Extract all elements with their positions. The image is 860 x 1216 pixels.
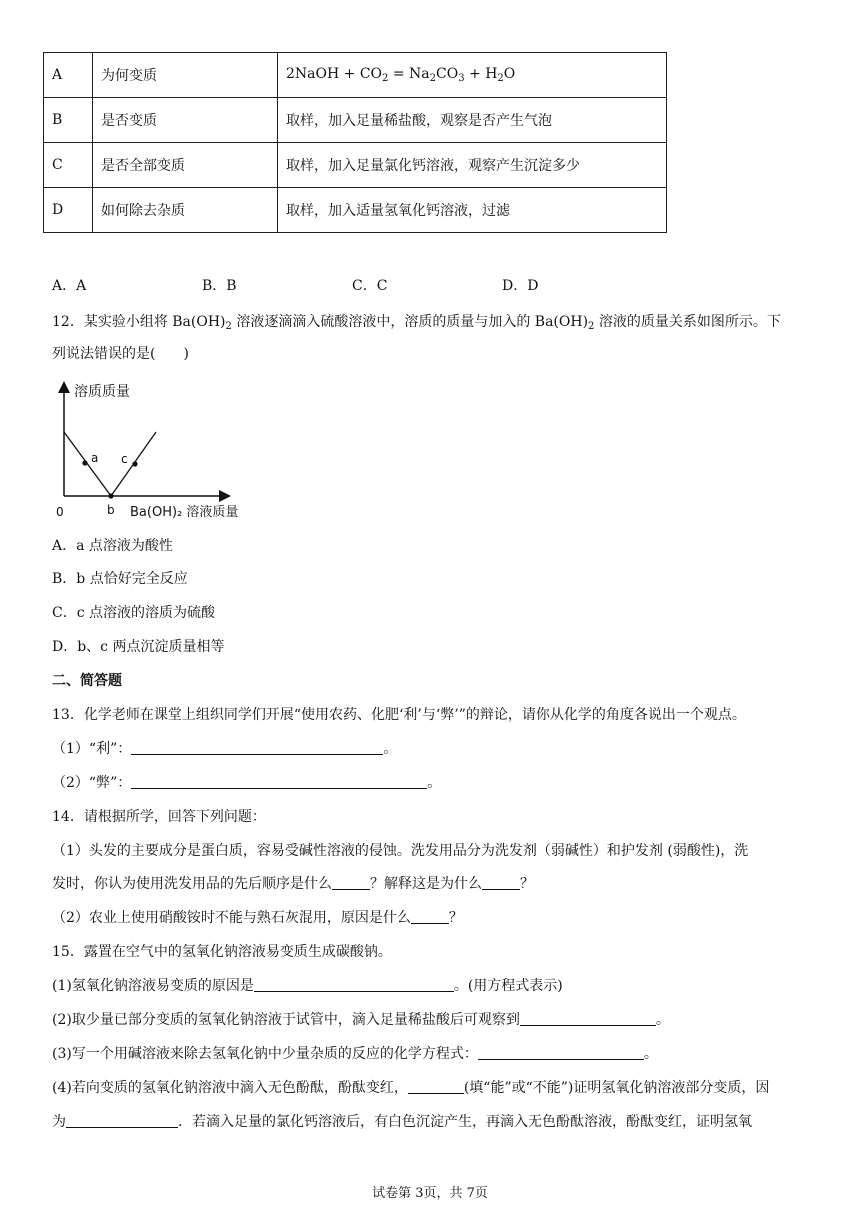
q15-blank2[interactable] [520,1011,656,1026]
page-footer: 试卷第 3页，共 7页 [372,1186,488,1201]
x-axis-label: Ba(OH)₂ 溶液质量 [130,505,239,520]
point-a [82,460,87,465]
q15-blank3[interactable] [478,1045,644,1060]
q14-blank1[interactable] [332,875,370,890]
q12-option-b: B．b 点恰好完全反应 [52,571,188,587]
row-letter: A [44,53,93,98]
q13-stem: 13．化学老师在课堂上组织同学们开展“使用农药、化肥‘利’与‘弊’”的辩论，请你从化学的角度各说出一个观点。 [52,707,746,723]
q15-sub4: (4)若向变质的氢氧化钠溶液中滴入无色酚酞，酚酞变红， (填“能”或“不能”)证明氢氧化钠溶液部分变质，因 [52,1080,770,1096]
point-b [108,493,113,498]
option-row [44,53,667,98]
q14-p1: （1）头发的主要成分是蛋白质，容易受碱性溶液的侵蚀。洗发用品分为洗发剂（弱碱性）和护发剂 (弱酸性)，洗 [52,843,749,859]
row-letter: D [44,188,93,233]
section-heading: 二、简答题 [52,673,122,689]
row-letter: B [44,98,93,143]
row-content: 取样，加入足量稀盐酸，观察是否产生气泡 [278,98,667,143]
row-content: 取样，加入足量氯化钙溶液，观察产生沉淀多少 [278,143,667,188]
q11-option-c: C．C [352,278,388,294]
q13-blank2[interactable] [131,774,427,789]
q14-stem: 14．请根据所学，回答下列问题： [52,809,266,825]
q13-item2: （2）“弊”： 。 [52,775,442,791]
row-content: 取样，加入适量氢氧化钙溶液，过滤 [278,188,667,233]
label-c: c [121,452,128,466]
q15-stem: 15．露置在空气中的氢氧化钠溶液易变质生成碳酸钠。 [52,944,392,960]
q14-blank3[interactable] [411,909,449,924]
q12-graph [48,378,258,526]
q12-option-a: A．a 点溶液为酸性 [52,538,173,554]
row-topic: 为何变质 [93,53,278,98]
q12-stem-line1: 12．某实验小组将 $Ba(OH)_2$ 溶液逐滴滴入硫酸溶液中，溶质的质量与加入的 $Ba(OH)_2$ 溶液的质量关系如图所示。下 [52,314,781,332]
q13-item1: （1）“利”： 。 [52,741,398,757]
y-axis-label: 溶质质量 [74,384,130,400]
option-table [43,52,667,233]
row-topic: 是否变质 [93,98,278,143]
row-content: 2NaOH + $CO_2 = Na_2CO_3 + H_2O$ [278,53,667,98]
q13-blank1[interactable] [131,740,383,755]
q11-option-b: B．B [202,278,237,294]
q15-sub2: (2)取少量已部分变质的氢氧化钠溶液于试管中，滴入足量稀盐酸后可观察到 。 [52,1012,670,1028]
q14-blank2[interactable] [482,875,520,890]
graph-line [64,432,156,496]
q12-stem-line2: 列说法错误的是( ) [52,346,189,362]
row-topic: 如何除去杂质 [93,188,278,233]
q11-option-d: D．D [502,278,539,294]
row-letter: C [44,143,93,188]
origin-label: 0 [56,505,64,519]
label-b: b [107,503,115,517]
point-c [132,461,137,466]
row-topic: 是否全部变质 [93,143,278,188]
option-row [44,143,667,188]
q15-blank4[interactable] [408,1079,464,1094]
q11-option-a: A．A [52,278,87,294]
q15-sub3: (3)写一个用碱溶液来除去氢氧化钠中少量杂质的反应的化学方程式： 。 [52,1046,658,1062]
option-row [44,188,667,233]
q14-p3: （2）农业上使用硝酸铵时不能与熟石灰混用，原因是什么 ？ [52,910,463,926]
option-row [44,98,667,143]
q15-blank5[interactable] [66,1113,178,1128]
q14-p2: 发时，你认为使用洗发用品的先后顺序是什么 ？解释这是为什么 ？ [52,876,534,892]
label-a: a [91,451,99,465]
q12-option-c: C．c 点溶液的溶质为硫酸 [52,605,216,621]
q15-blank1[interactable] [254,977,454,992]
q15-sub4-cont: 为 ．若滴入足量的氯化钙溶液后，有白色沉淀产生，再滴入无色酚酞溶液，酚酞变红，证明氢氧 [52,1114,752,1130]
q12-option-d: D．b、c 两点沉淀质量相等 [52,639,225,655]
q15-sub1: (1)氢氧化钠溶液易变质的原因是 。(用方程式表示) [52,978,563,994]
